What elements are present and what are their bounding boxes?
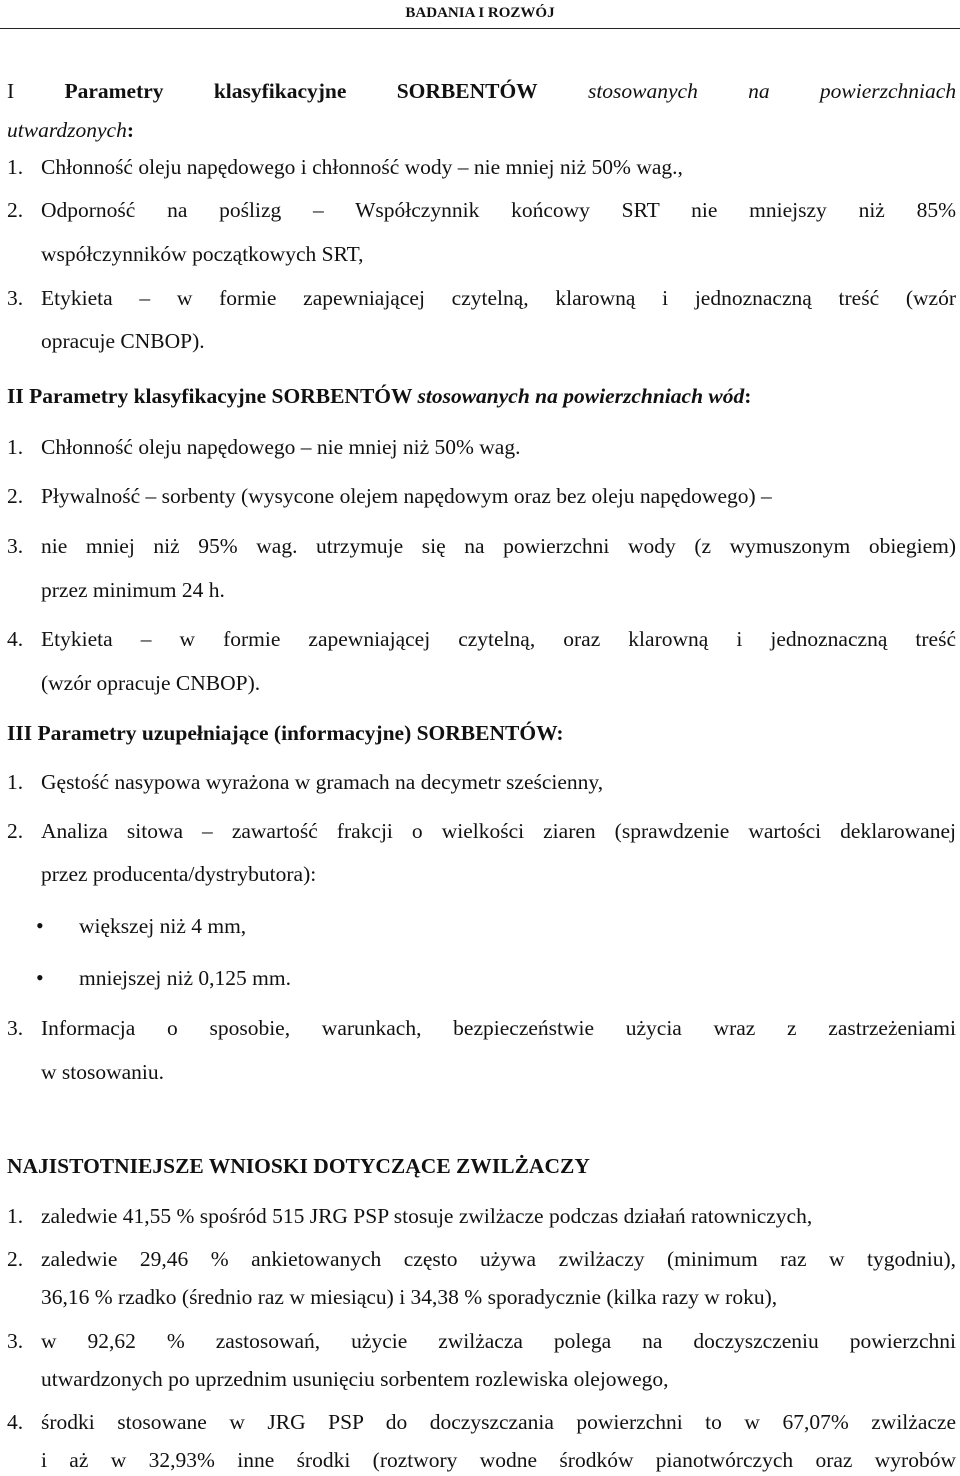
item-text: Chłonność oleju napędowego i chłonność wody – nie mniej niż 50% wag.,	[41, 155, 683, 179]
heading-word: SORBENTÓW	[396, 79, 538, 103]
item-number: 2.	[7, 484, 24, 508]
item-text: zaledwie 41,55 % spośród 515 JRG PSP stosuje zwilżacze podczas działań ratowniczych,	[41, 1204, 813, 1228]
item-text-cont: 36,16 % rzadko (średnio raz w miesiącu) i 34,38 % sporadycznie (kilka razy w roku),	[41, 1285, 778, 1309]
item-text-cont: (wzór opracuje CNBOP).	[41, 671, 261, 695]
item-number: 4.	[7, 627, 24, 651]
item-number: 3.	[7, 1329, 24, 1353]
heading-word: utwardzonych	[7, 118, 127, 142]
heading-colon: :	[744, 384, 752, 408]
heading-colon: :	[126, 118, 135, 142]
item-text-cont: współczynników początkowych SRT,	[41, 242, 364, 266]
section-1-heading	[7, 77, 956, 105]
bullet-icon: •	[36, 913, 44, 938]
item-number: 1.	[7, 435, 24, 459]
list-item	[7, 433, 956, 461]
heading-word: Parametry	[64, 79, 164, 103]
heading-text: II Parametry klasyfikacyjne SORBENTÓW	[7, 384, 418, 408]
item-text: Odporność na poślizg – Współczynnik końcowy SRT nie mniejszy niż 85%	[41, 198, 956, 222]
item-text: Informacja o sposobie, warunkach, bezpieczeństwie użycia wraz z zastrzeżeniami	[41, 1016, 956, 1040]
item-text-cont: przez producenta/dystrybutora):	[41, 862, 317, 886]
item-number: 2.	[7, 1247, 24, 1271]
item-text: Analiza sitowa – zawartość frakcji o wielkości ziaren (sprawdzenie wartości deklarowanej	[41, 819, 956, 843]
item-text: Pływalność – sorbenty (wysycone olejem napędowym oraz bez oleju napędowego) –	[41, 484, 772, 508]
item-number: 3.	[7, 534, 24, 558]
item-number: 1.	[7, 1204, 24, 1228]
item-text: zaledwie 29,46 % ankietowanych często używa zwilżaczy (minimum raz w tygodniu),	[41, 1247, 956, 1271]
item-text-cont: i aż w 32,93% inne środki (roztwory wodne środków pianotwórczych oraz wyrobów	[41, 1448, 956, 1472]
item-number: 1.	[7, 155, 24, 179]
item-text-cont: utwardzonych po uprzednim usunięciu sorbentem rozlewiska olejowego,	[41, 1367, 669, 1391]
heading-word: klasyfikacyjne	[213, 79, 347, 103]
section-3-heading	[7, 719, 956, 747]
section-2-heading	[7, 382, 956, 410]
heading-text: III Parametry uzupełniające (informacyjne) SORBENTÓW:	[7, 721, 564, 745]
item-text: Gęstość nasypowa wyrażona w gramach na decymetr sześcienny,	[41, 770, 604, 794]
running-header: BADANIA I ROZWÓJ	[0, 0, 960, 29]
item-text-cont: w stosowaniu.	[41, 1060, 165, 1084]
item-number: 2.	[7, 198, 24, 222]
conclusions-heading	[7, 1152, 956, 1180]
item-number: 3.	[7, 286, 24, 310]
item-text: Etykieta – w formie zapewniającej czytelną, oraz klarowną i jednoznaczną treść	[41, 627, 956, 651]
bullet-item: większej niż 4 mm,	[79, 914, 247, 938]
item-text-cont: opracuje CNBOP).	[41, 329, 205, 353]
item-number: 3.	[7, 1016, 24, 1040]
item-text: środki stosowane w JRG PSP do doczyszczania powierzchni to w 67,07% zwilżacze	[41, 1410, 956, 1434]
list-item	[7, 153, 956, 181]
heading-italic: stosowanych na powierzchniach wód	[417, 384, 745, 408]
item-number: 1.	[7, 770, 24, 794]
bullet-icon: •	[36, 965, 44, 990]
section-1-numeral: I	[7, 79, 15, 103]
heading-word: na	[748, 79, 770, 103]
bullet-item: mniejszej niż 0,125 mm.	[79, 966, 291, 990]
section-1-heading-cont	[7, 116, 956, 144]
item-text-cont: przez minimum 24 h.	[41, 578, 225, 602]
heading-word: stosowanych	[587, 79, 698, 103]
item-number: 4.	[7, 1410, 24, 1434]
list-item	[7, 768, 956, 796]
heading-word: powierzchniach	[819, 79, 957, 103]
item-text: Etykieta – w formie zapewniającej czytelną, klarowną i jednoznaczną treść (wzór	[41, 286, 956, 310]
item-text: Chłonność oleju napędowego – nie mniej niż 50% wag.	[41, 435, 521, 459]
item-text: w 92,62 % zastosowań, użycie zwilżacza polega na doczyszczeniu powierzchni	[41, 1329, 956, 1353]
heading-text: NAJISTOTNIEJSZE WNIOSKI DOTYCZĄCE ZWILŻACZY	[7, 1154, 590, 1178]
item-number: 2.	[7, 819, 24, 843]
item-text: nie mniej niż 95% wag. utrzymuje się na powierzchni wody (z wymuszonym obiegiem)	[41, 534, 956, 558]
